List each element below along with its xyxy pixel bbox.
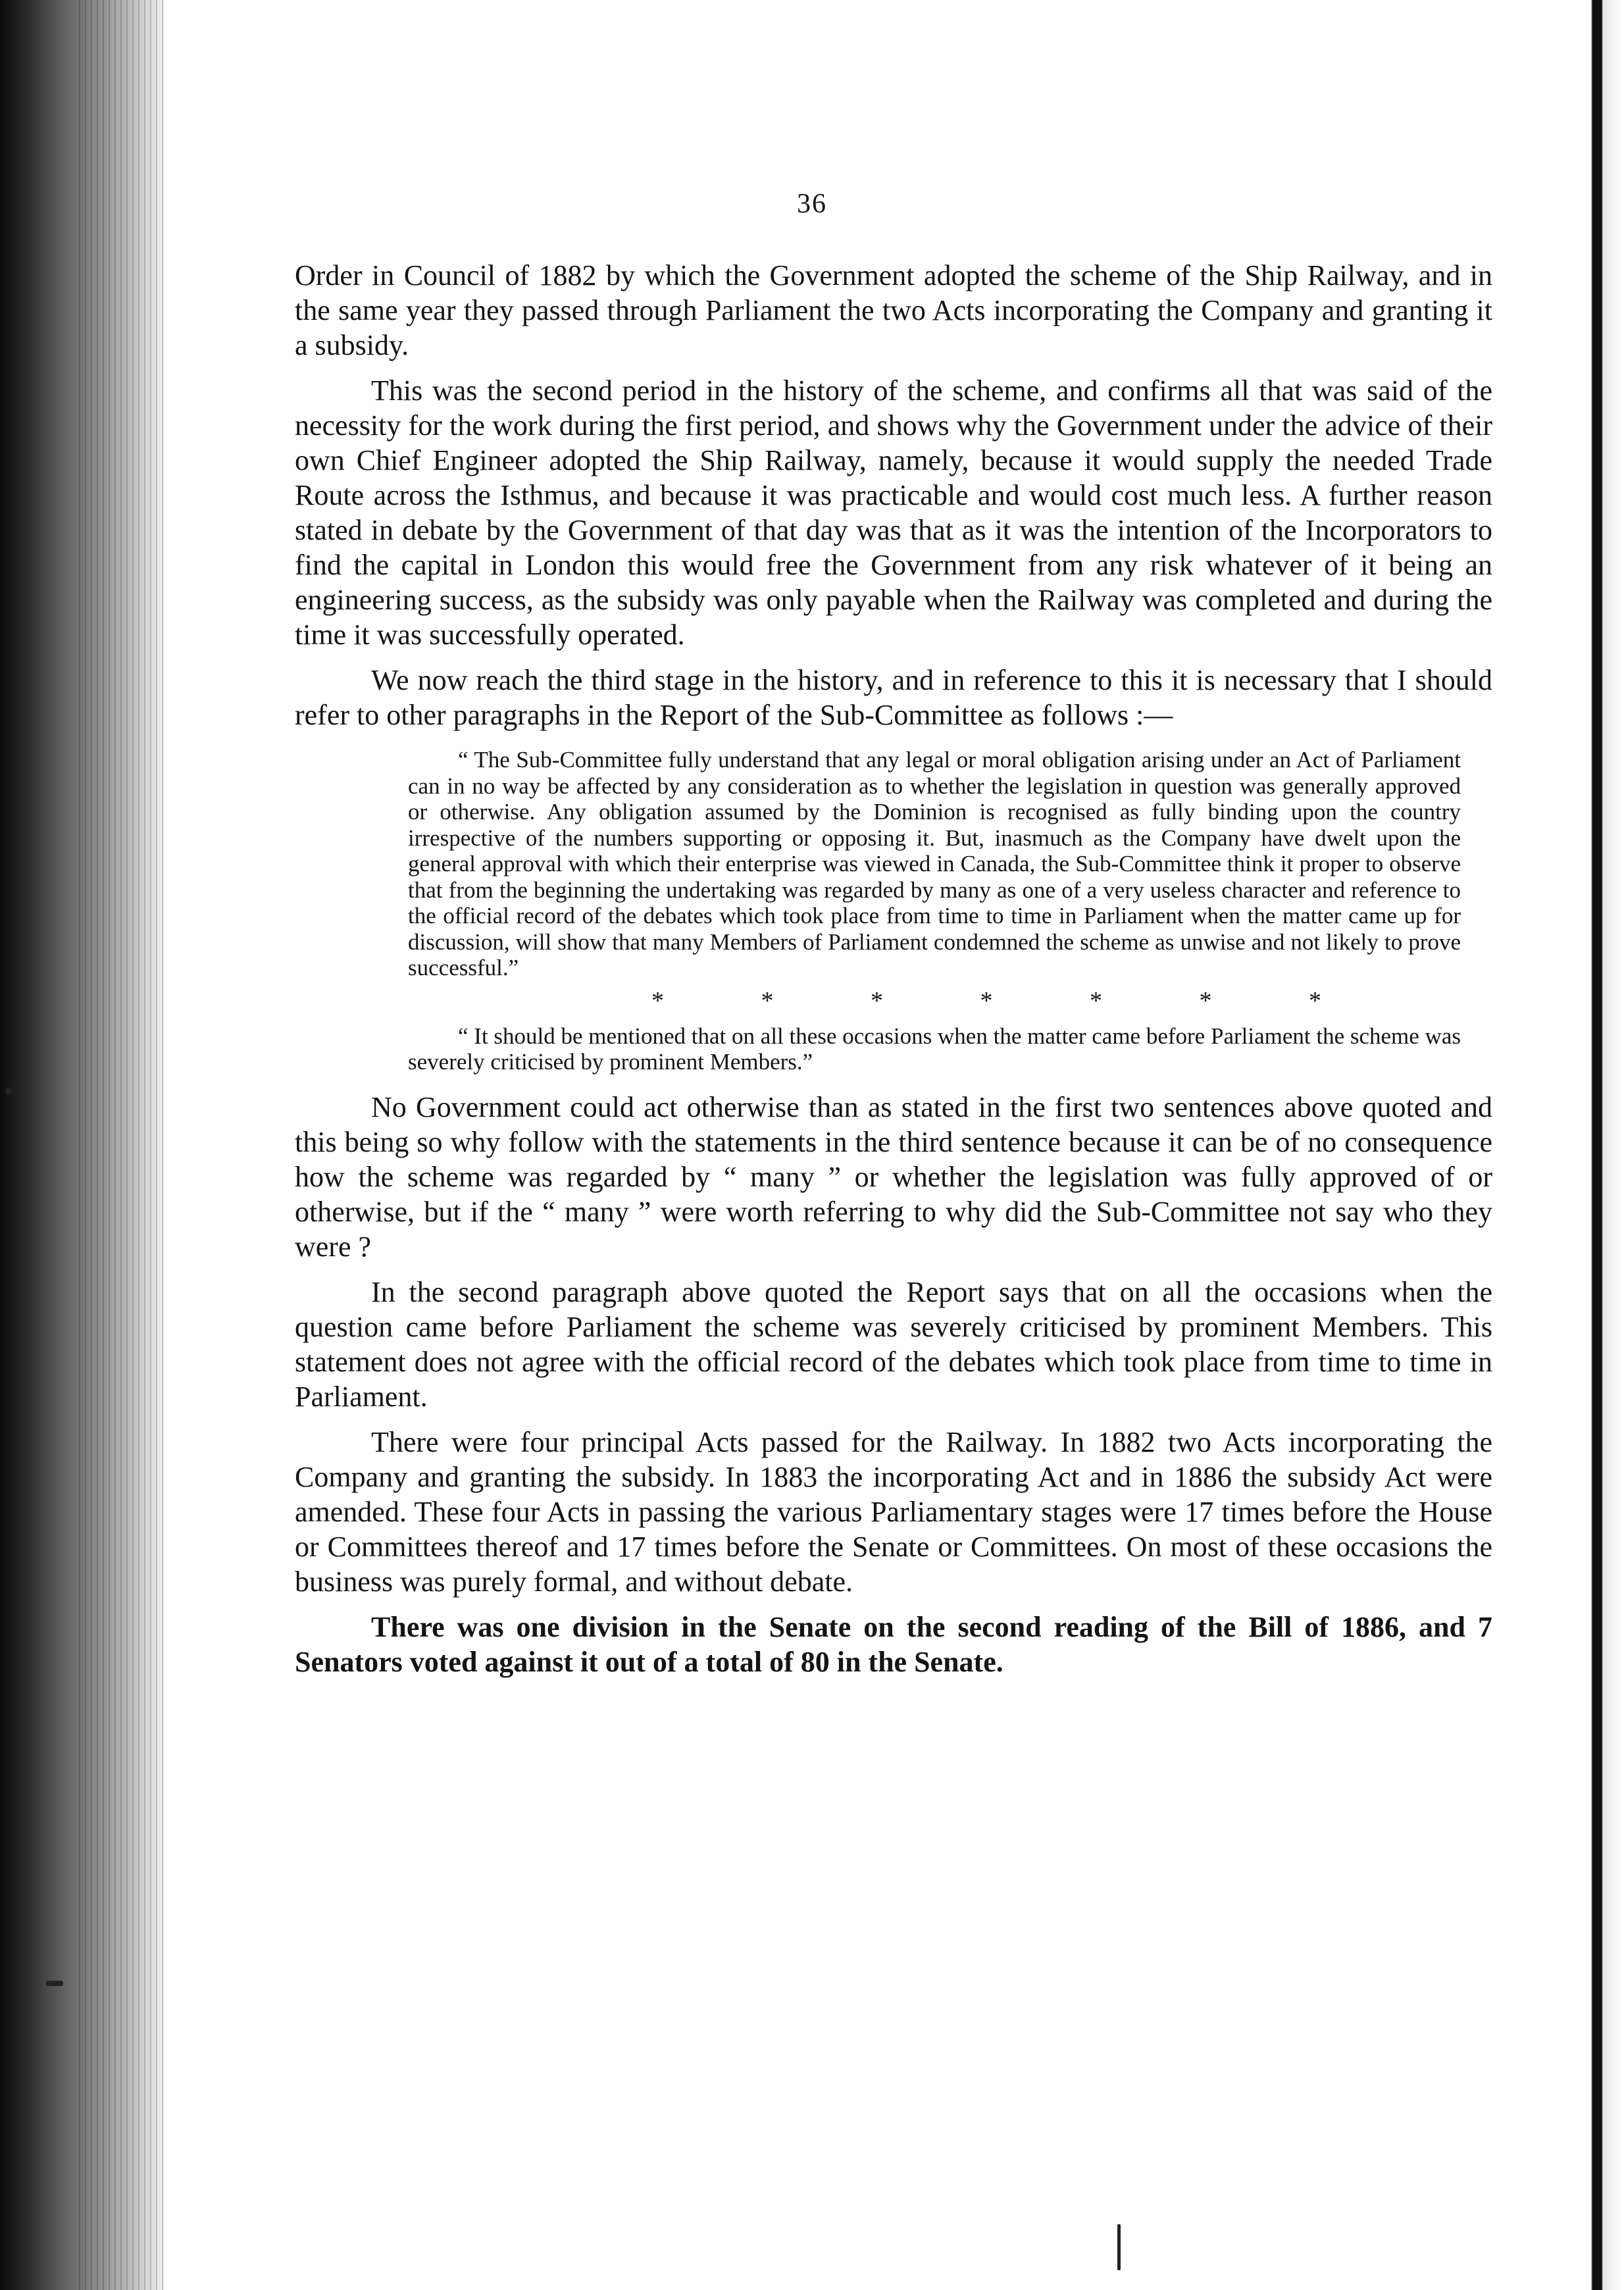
paragraph-third-stage: We now reach the third stage in the history, and in reference to this it is necessary that I should refer to other paragraphs in the Report of the Sub-Committee as follows :— [295,664,1492,731]
paragraph-second-period: This was the second period in the history of the scheme, and confirms all that was said of the necessity for the work during the first period, and shows why the Government under the advice of their own Chief Engineer adopted the Ship Railway, namely, because it would supply the needed Trade Route across the Isthmus, and because it was practicable and would cost much less. A further reason stated in debate by the Government of that day was that as it was the intention of the Incorporators to find the capital in London this would free the Government from any risk whatever of it being an engineering success, as the subsidy was only payable when the Railway was completed and during the time it was successfully operated. [295,374,1492,651]
report-quotation [408,747,1461,1075]
scan-binding-streaks [79,0,165,2290]
paragraph-no-government: No Government could act otherwise than as stated in the first two sentences above quoted and this being so why follow with the statements in the third sentence because it can be of no consequence how the scheme was regarded by “ many ” or whether the legislation was fully approved of or otherwise, but if the “ many ” were worth referring to why did the Sub-Committee not say who they were ? [295,1090,1492,1263]
page-number: 36 [797,189,827,219]
paragraph-continuation: Order in Council of 1882 by which the Government adopted the scheme of the Ship Railway, and in the same year they passed through Parliament the two Acts incorporating the Company and granting it a subsidy. [295,259,1492,361]
ellipsis-stars: * * * * * * * [651,986,1321,1015]
paragraph-four-acts: There were four principal Acts passed for the Railway. In 1882 two Acts incorporating the Company and granting the subsidy. In 1883 the incorporating Act and in 1886 the subsidy Act were amended. These four Acts in passing the various Parliamentary stages were 17 times before the House or Committees thereof and 17 times before the Senate or Committees. On most of these occasions the business was purely formal, and without debate. [295,1425,1492,1598]
scan-right-edge [1583,0,1624,2290]
scan-speck [5,1087,12,1095]
quotation-first: “ The Sub-Committee fully understand that any legal or moral obligation arising under an Act of Parliament can in no way be affected by any consideration as to whether the legislation in question was generally approved or otherwise. Any obligation assumed by the Dominion is recognised as fully binding upon the country irrespective of the numbers supporting or opposing it. But, inasmuch as the Company have dwelt upon the general approval with which their enterprise was viewed in Canada, the Sub-Committee think it proper to observe that from the beginning the undertaking was regarded by many as one of a very useless character and reference to the official record of the debates which took place from time to time in Parliament when the matter came up for discussion, will show that many Members of Parliament condemned the scheme as unwise and not likely to prove successful.” [408,747,1461,980]
paragraph-second-quoted: In the second paragraph above quoted the Report says that on all the occasions when the question came before Parliament the scheme was severely criticised by prominent Members. This statement does not agree with the official record of the debates which took place from time to time in Parliament. [295,1275,1492,1413]
page-body [295,258,1492,1679]
scan-speck [1117,2224,1121,2270]
scan-speck [46,1981,63,1986]
quotation-second: “ It should be mentioned that on all these occasions when the matter came before Parliament the scheme was severely criticised by prominent Members.” [408,1023,1461,1075]
paragraph-senate-division: There was one division in the Senate on the second reading of the Bill of 1886, and 7 Senators voted against it out of a total of 80 in the Senate. [295,1610,1492,1678]
